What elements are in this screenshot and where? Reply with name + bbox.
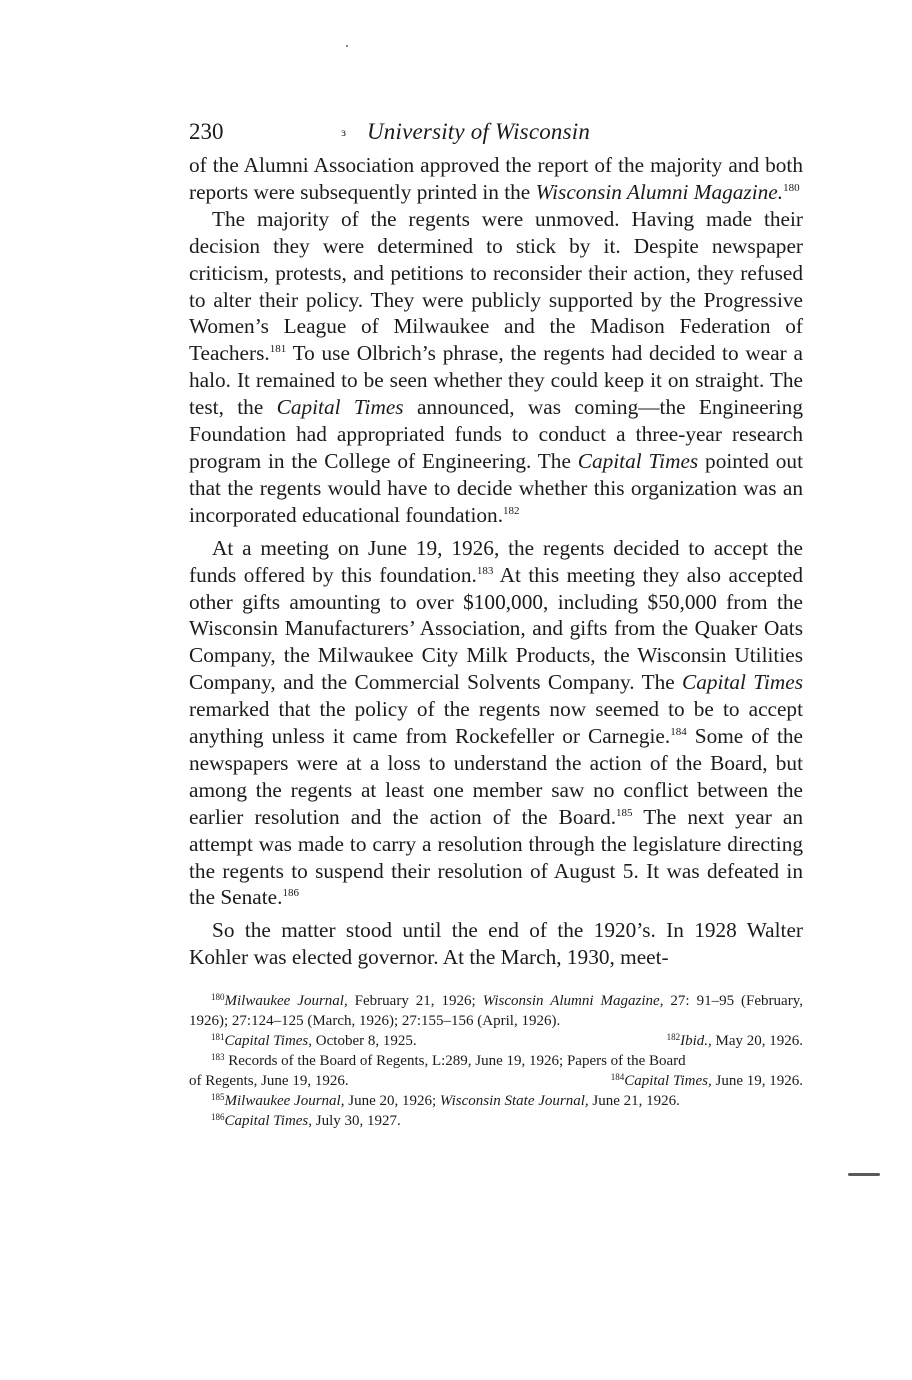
paragraph-4: So the matter stood until the end of the 1920’s. In 1928 Walter Kohler was elected governor. At the March, 1930, meet- — [189, 918, 803, 970]
book-page — [189, 112, 803, 1131]
publication-title: Capital Times — [276, 395, 404, 420]
footnote-183: $^{183}$ Records of the Board of Regents, L:289, June 19, 1926; Papers of the Board — [211, 1052, 686, 1070]
running-head — [189, 112, 803, 152]
footnote-row-183-184 — [189, 1071, 803, 1091]
running-title: University of Wisconsin — [367, 119, 591, 144]
footnote-ref: 186 — [282, 887, 299, 900]
footnote-183-continued: of Regents, June 19, 1926. — [189, 1073, 349, 1090]
footnotes — [189, 991, 803, 1131]
footnote-ref: 185 — [616, 806, 633, 819]
footnote-182: $^{182}$Ibid., May 20, 1926. — [666, 1032, 803, 1050]
paragraph-3: At a meeting on June 19, 1926, the regents decided to accept the funds offered by this foundation.$^{183}$ At this meeting they also accepted other gifts amounting to over $100,000, including $50,000 from the Wisconsin Manufacturers’ Association, and gifts from the Quaker Oats Company, the Milwaukee City Milk Products, the Wisconsin Utilities Company, and the Commercial Solvents Company. The Capital Times remarked that the policy of the regents now seemed to be to accept anything unless it came from Rockefeller or Carnegie.$^{184}$ Some of the newspapers were at a loss to understand the action of the Board, but among the regents at least one member saw no conflict between the earlier resolution and the action of the Board.$^{185}$ The next year an attempt was made to carry a resolution through the legislature directing the regents to suspend their resolution of August 5. It was defeated in the Senate.$^{186}$ — [189, 535, 803, 910]
footnote-ref: 182 — [503, 504, 520, 517]
publication-title: Capital Times — [577, 448, 699, 473]
publication-title: Wisconsin Alumni Magazine. — [535, 179, 784, 204]
footnote-186: $^{186}$Capital Times, July 30, 1927. — [211, 1112, 401, 1130]
footnote-ref: 183 — [476, 564, 494, 577]
paragraph-2: The majority of the regents were unmoved. Having made their decision they were determined to stick by it. Despite newspaper criticism, protests, and petitions to reconsider their action, they refused to alter their policy. They were publicly supported by the Progressive Women’s League of Milwaukee and the Madison Federation of Teachers.$^{181}$ To use Olbrich’s phrase, the regents had decided to wear a halo. It remained to be seen whether they could keep it on straight. The test, the Capital Times announced, was coming—the Engineering Foundation had appropriated funds to conduct a three-year research program in the College of Engineering. The Capital Times pointed out that the regents would have to decide whether this organization was an incorporated educational foundation.$^{182}$ — [189, 206, 803, 527]
publication-title: Capital Times — [682, 670, 803, 695]
footnote-ref: 180 — [783, 181, 800, 194]
footnote-row-181-182 — [189, 1031, 803, 1051]
page-number: 230 — [189, 119, 224, 144]
margin-speck — [848, 1173, 880, 1176]
footnote-180: $^{180}$Milwaukee Journal, February 21, 1926; Wisconsin Alumni Magazine, 27: 91–95 (February, 1926); 27:124–125 (March, 1926); 27:155–156 (April, 1926). — [189, 992, 803, 1030]
footnote-ref: 181 — [269, 343, 287, 356]
footnote-185: $^{185}$Milwaukee Journal, June 20, 1926; Wisconsin State Journal, June 21, 1926. — [211, 1092, 680, 1110]
footnote-184: $^{184}$Capital Times, June 19, 1926. — [610, 1072, 803, 1090]
footnote-181: $^{181}$Capital Times, October 8, 1925. — [211, 1032, 417, 1050]
ornament-mark: ɜ — [341, 125, 347, 139]
paragraph-1: of the Alumni Association approved the report of the majority and both reports were subsequently printed in the Wisconsin Alumni Magazine.$^{180}$ — [189, 153, 803, 204]
footnote-ref: 184 — [670, 726, 687, 739]
page-speck — [346, 45, 348, 47]
body-text — [189, 152, 803, 971]
